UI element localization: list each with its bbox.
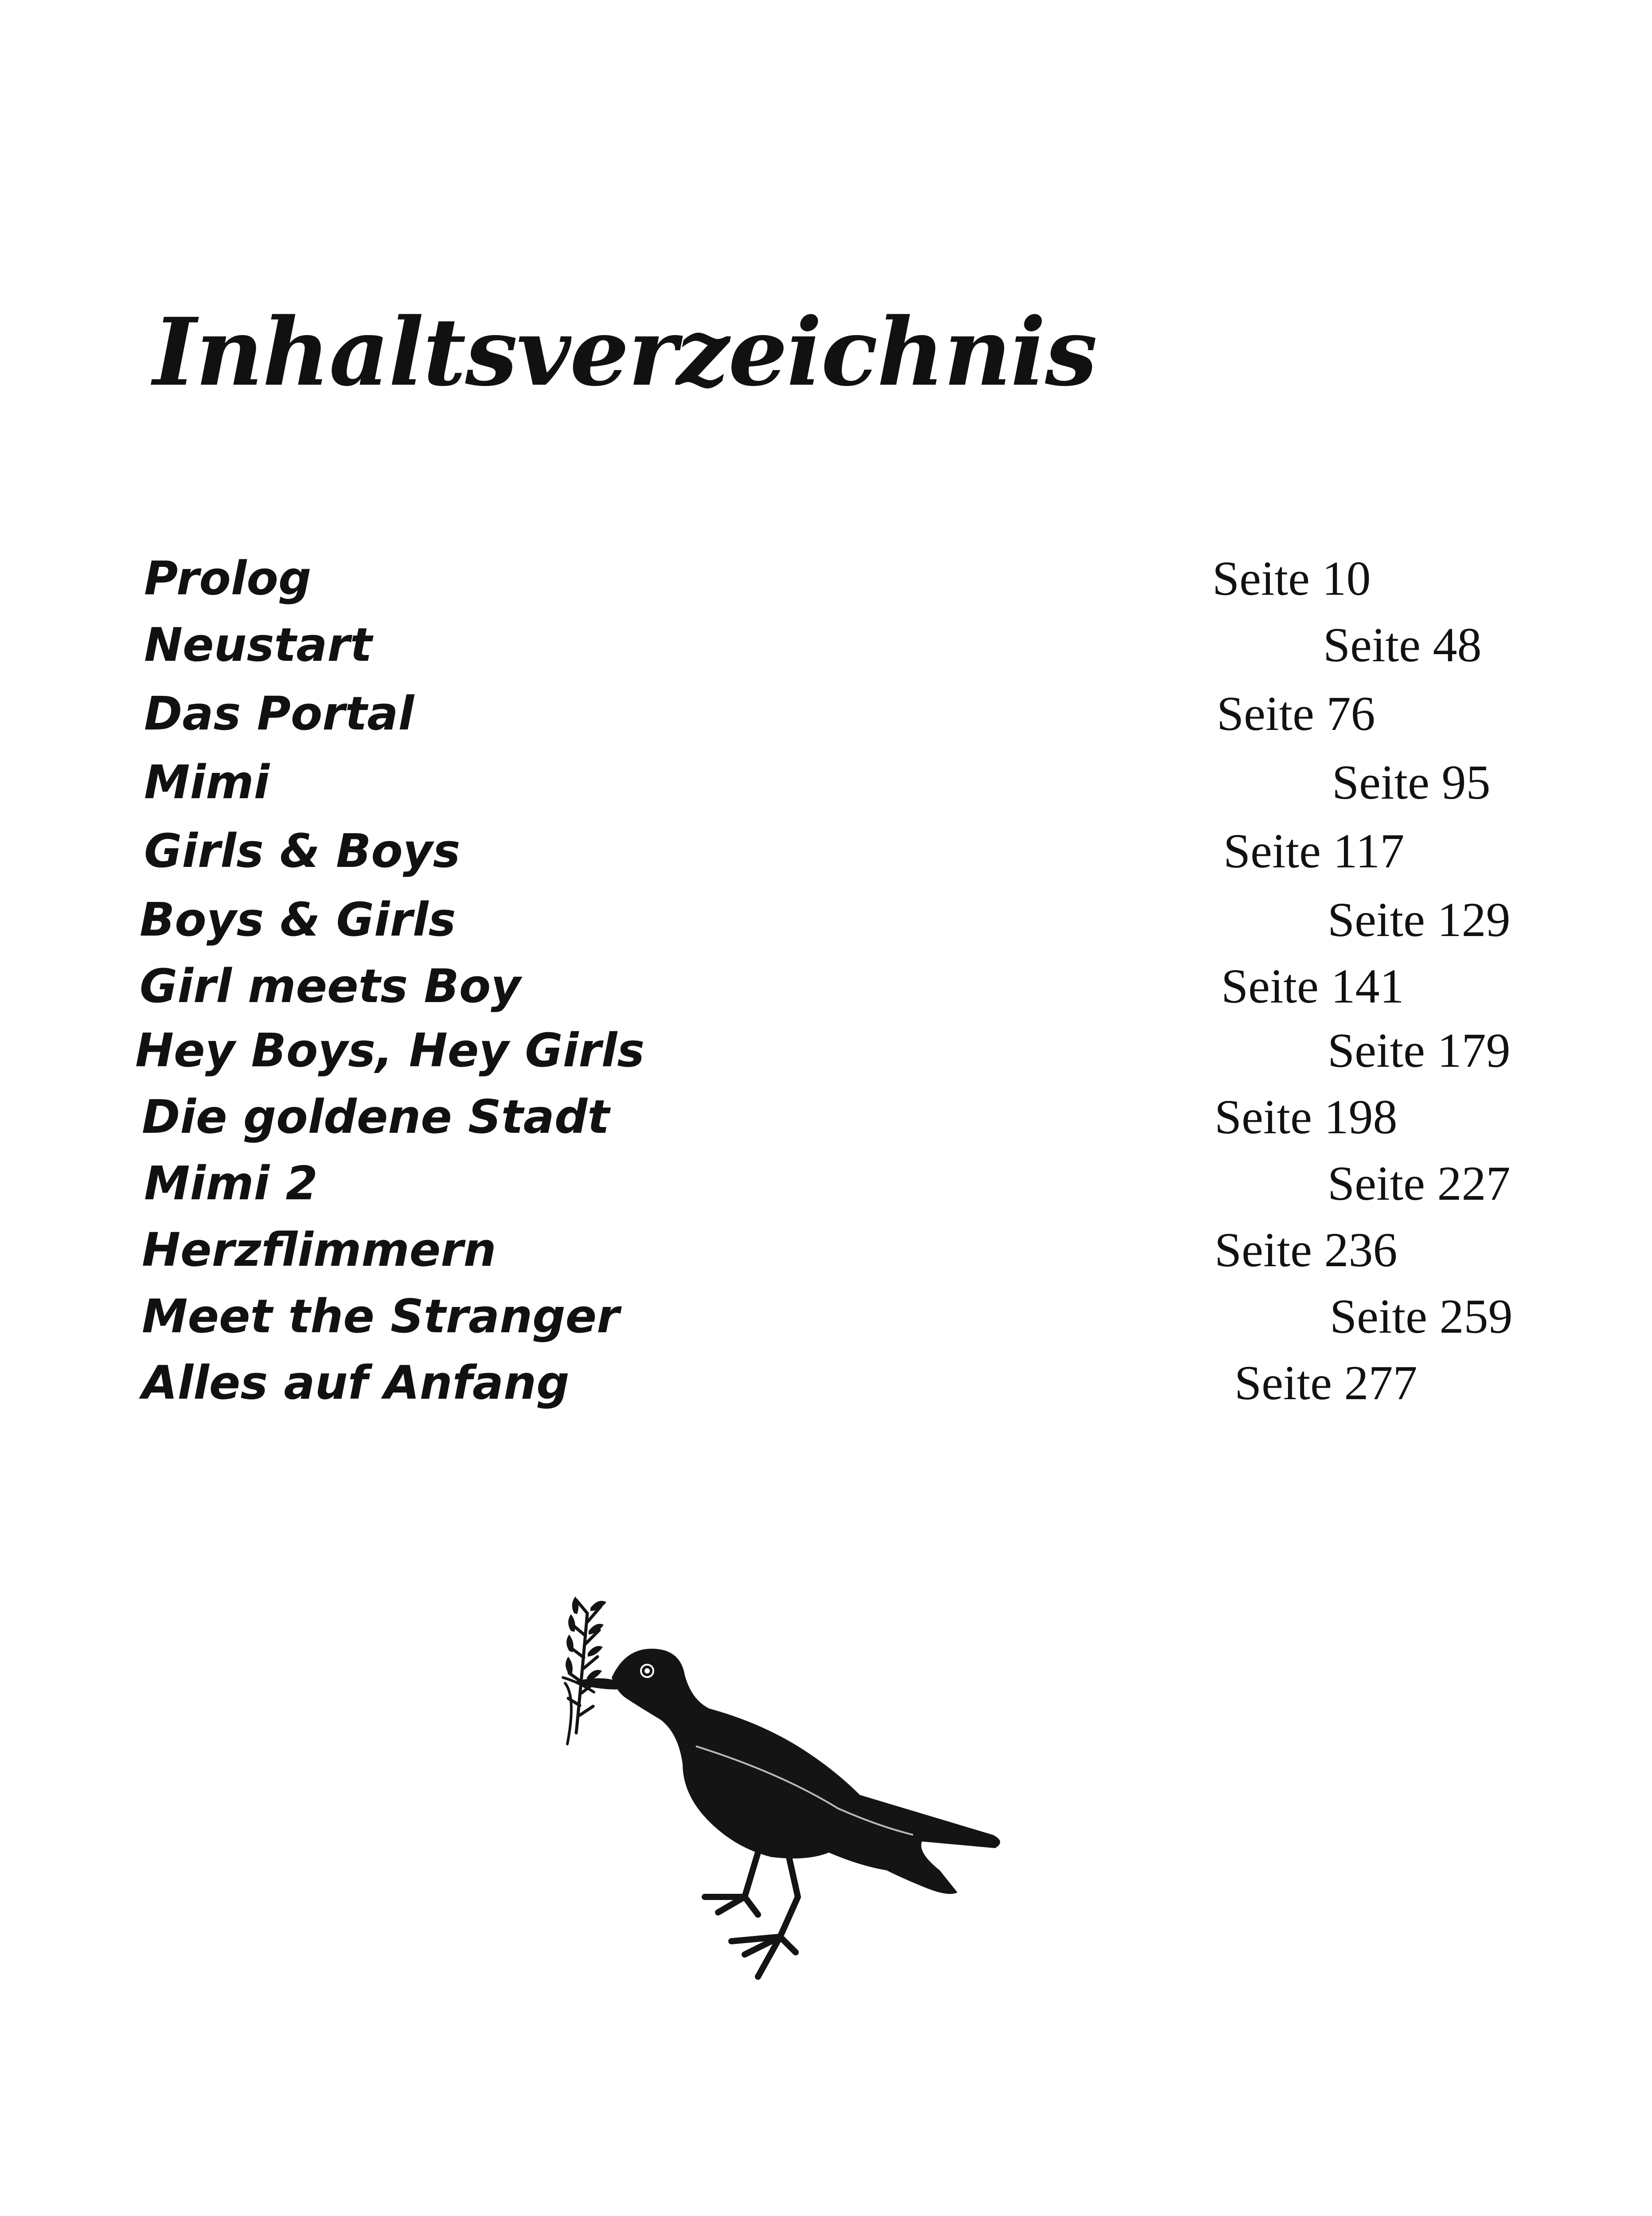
chapter-title: Boys & Girls — [140, 893, 456, 947]
chapter-page-number: Seite 117 — [1223, 824, 1405, 878]
toc-entry — [0, 818, 1652, 884]
chapter-page-number: Seite 277 — [1234, 1356, 1418, 1410]
toc-entry — [0, 1283, 1652, 1350]
chapter-page-number: Seite 198 — [1215, 1090, 1398, 1144]
chapter-title: Girls & Boys — [144, 824, 461, 878]
chapter-page-number: Seite 10 — [1212, 551, 1371, 605]
toc-entry — [0, 1150, 1652, 1217]
bird-legs-icon — [705, 1853, 798, 1977]
chapter-page-number: Seite 48 — [1323, 618, 1482, 672]
bird-body-icon — [612, 1649, 1000, 1894]
chapter-title: Herzflimmern — [142, 1223, 496, 1277]
toc-entry — [0, 545, 1652, 612]
chapter-page-number: Seite 179 — [1328, 1023, 1511, 1077]
chapter-title: Neustart — [144, 618, 372, 672]
chapter-title: Mimi 2 — [144, 1156, 318, 1210]
page-title: Inhaltsverzeichnis — [153, 297, 1097, 407]
chapter-title: Die goldene Stadt — [142, 1090, 609, 1144]
blackbird-with-twig-icon — [550, 1587, 1108, 1986]
chapter-title: Girl meets Boy — [140, 959, 521, 1013]
chapter-title: Mimi — [144, 755, 270, 809]
chapter-page-number: Seite 236 — [1215, 1223, 1398, 1277]
toc-entry — [0, 953, 1652, 1019]
chapter-title: Prolog — [144, 551, 312, 605]
chapter-title: Alles auf Anfang — [142, 1356, 570, 1410]
toc-entry — [0, 1017, 1652, 1084]
toc-entry — [0, 886, 1652, 953]
toc-entry — [0, 1350, 1652, 1416]
chapter-title: Das Portal — [144, 687, 414, 741]
chapter-page-number: Seite 259 — [1330, 1289, 1513, 1343]
toc-entry — [0, 749, 1652, 815]
chapter-page-number: Seite 76 — [1217, 687, 1375, 741]
toc-entry — [0, 680, 1652, 747]
toc-entry — [0, 612, 1652, 678]
chapter-page-number: Seite 227 — [1328, 1156, 1511, 1210]
toc-entry — [0, 1084, 1652, 1150]
chapter-page-number: Seite 95 — [1332, 755, 1491, 809]
chapter-title: Meet the Stranger — [142, 1289, 620, 1343]
chapter-page-number: Seite 129 — [1328, 893, 1511, 947]
chapter-page-number: Seite 141 — [1221, 959, 1404, 1013]
chapter-title: Hey Boys, Hey Girls — [135, 1023, 645, 1077]
toc-entry — [0, 1217, 1652, 1283]
